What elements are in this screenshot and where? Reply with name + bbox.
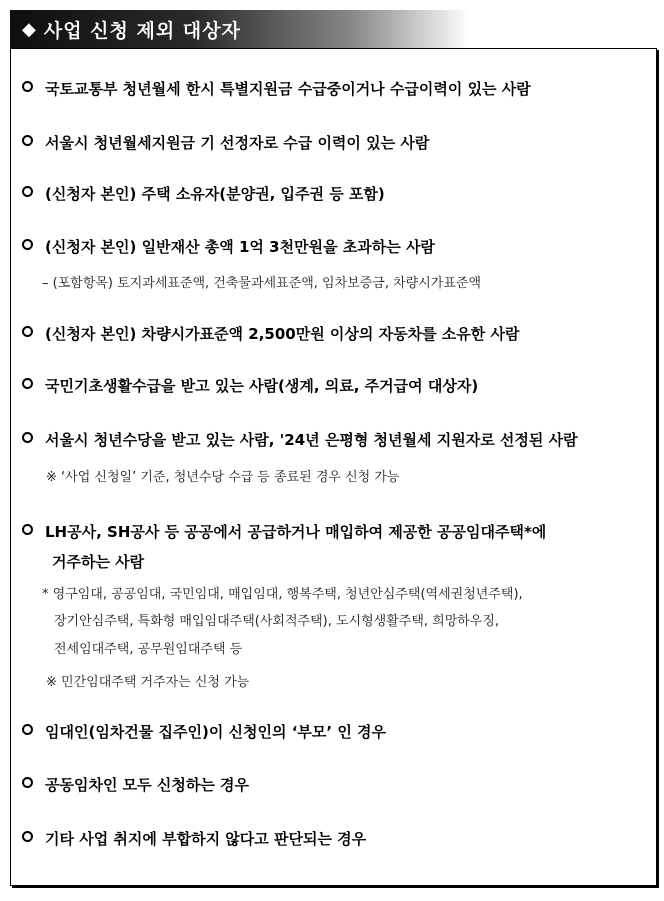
item-note: – (포함항목) 토지과세표준액, 건축물과세표준액, 임차보증금, 차량시가표준액 xyxy=(42,276,482,291)
list-item xyxy=(22,321,519,347)
item-text: 서울시 청년월세지원금 기 선정자로 수급 이력이 있는 사람 xyxy=(45,134,430,152)
section-header xyxy=(10,10,470,48)
circle-bullet-icon xyxy=(22,831,33,842)
item-note: ※ ‘사업 신청일’ 기준, 청년수당 수급 등 종료된 경우 신청 가능 xyxy=(46,470,400,485)
item-text-continued: 거주하는 사람 xyxy=(52,553,145,571)
circle-bullet-icon xyxy=(22,239,33,250)
diamond-icon: ◆ xyxy=(22,18,36,40)
list-item xyxy=(22,519,546,545)
list-item xyxy=(22,181,385,207)
circle-bullet-icon xyxy=(22,724,33,735)
item-text: 국토교통부 청년월세 한시 특별지원금 수급중이거나 수급이력이 있는 사람 xyxy=(45,80,531,98)
item-note: ※ 민간임대주택 거주자는 신청 가능 xyxy=(46,675,250,690)
list-item xyxy=(22,373,478,399)
list-item xyxy=(22,719,386,745)
list-item xyxy=(22,234,435,260)
circle-bullet-icon xyxy=(22,326,33,337)
section-title: 사업 신청 제외 대상자 xyxy=(43,19,241,42)
item-text: (신청자 본인) 주택 소유자(분양권, 입주권 등 포함) xyxy=(45,185,385,203)
circle-bullet-icon xyxy=(22,186,33,197)
circle-bullet-icon xyxy=(22,777,33,788)
circle-bullet-icon xyxy=(22,81,33,92)
list-item xyxy=(22,76,531,102)
item-text: 공동임차인 모두 신청하는 경우 xyxy=(45,776,250,794)
list-item xyxy=(22,826,366,852)
item-text: 임대인(임차건물 집주인)이 신청인의 ‘부모’ 인 경우 xyxy=(45,723,387,741)
item-text: LH공사, SH공사 등 공공에서 공급하거나 매입하여 제공한 공공임대주택*에 xyxy=(45,523,547,541)
item-note: * 영구임대, 공공임대, 국민임대, 매입임대, 행복주택, 청년안심주택(역세권청년주택), xyxy=(42,587,523,602)
list-item xyxy=(22,130,429,156)
item-text: (신청자 본인) 차량시가표준액 2,500만원 이상의 자동차를 소유한 사람 xyxy=(45,325,520,343)
circle-bullet-icon xyxy=(22,432,33,443)
item-note: 전세임대주택, 공무원임대주택 등 xyxy=(54,642,243,657)
circle-bullet-icon xyxy=(22,378,33,389)
item-text: (신청자 본인) 일반재산 총액 1억 3천만원을 초과하는 사람 xyxy=(45,238,435,256)
item-note: 장기안심주택, 특화형 매입임대주택(사회적주택), 도시형생활주택, 희망하우징, xyxy=(54,614,500,629)
item-text: 기타 사업 취지에 부합하지 않다고 판단되는 경우 xyxy=(45,830,367,848)
item-text: 국민기초생활수급을 받고 있는 사람(생계, 의료, 주거급여 대상자) xyxy=(45,377,479,395)
circle-bullet-icon xyxy=(22,524,33,535)
list-item xyxy=(22,427,578,453)
list-item xyxy=(22,772,249,798)
circle-bullet-icon xyxy=(22,135,33,146)
item-text: 서울시 청년수당을 받고 있는 사람, '24년 은평형 청년월세 지원자로 선정된 사람 xyxy=(45,431,578,449)
